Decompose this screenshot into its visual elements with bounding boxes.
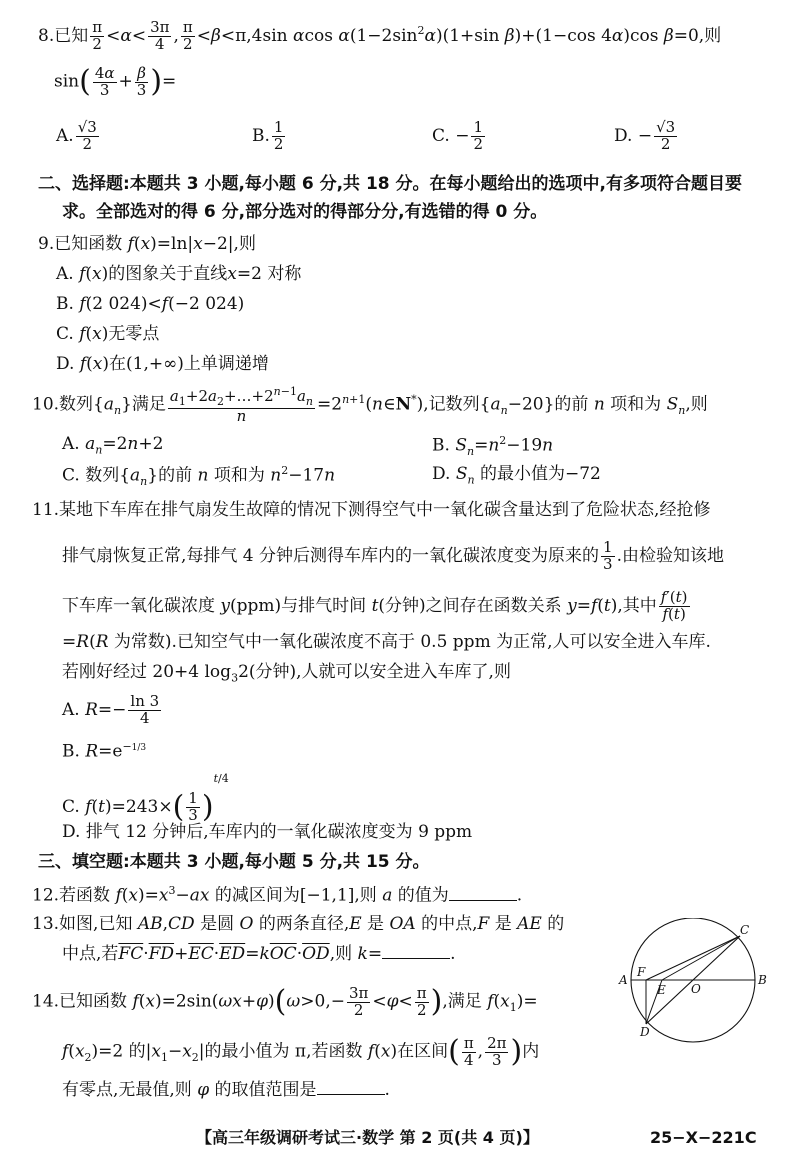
section3-title: 三、填空题:本题共 3 小题,每小题 5 分,共 15 分。 <box>38 852 430 872</box>
q9-option-c: C. f(x)无零点 <box>56 324 160 344</box>
q11-line3: 下车库一氧化碳浓度 y(ppm)与排气时间 t(分钟)之间存在函数关系 y=f(t),其中 $\frac{f'(t)}{f(t)}$ <box>62 588 688 623</box>
label-f: F <box>637 965 646 979</box>
q11-option-c: C. f(t)=243×( $\frac{1}{3}$ )$^{t/4}$ <box>62 772 229 825</box>
q14-line1: 14.已知函数 f(x)=2sin(ωx+φ)(ω>0,− $\frac{3\pi}{2}$ <φ< $\frac{\pi}{2}$ ),满足 $f(x_1)=$ <box>32 983 538 1019</box>
q12: 12.若函数 $f(x)=x^3-ax$ 的减区间为[−1,1],则 a 的值为 . <box>32 884 523 906</box>
q14-line3: 有零点,无最值,则 φ 的取值范围是 . <box>62 1080 390 1100</box>
label-b: B <box>758 973 767 987</box>
q8-option-d: D. − $\frac{√3}{2}$ <box>614 118 676 153</box>
q11-line1: 11.某地下车库在排气扇发生故障的情况下测得空气中一氧化碳含量达到了危险状态,经抢修 <box>32 500 711 520</box>
q8-option-b: B. $\frac{1}{2}$ <box>252 118 284 153</box>
q11-option-d: D. 排气 12 分钟后,车库内的一氧化碳浓度变为 9 ppm <box>62 822 473 842</box>
q11-option-a: A. R=− $\frac{\ln 3}{4}$ <box>62 692 160 727</box>
label-a: A <box>619 973 628 987</box>
q10-option-b: B. $S_n=n^2-19n$ <box>432 434 554 459</box>
section2-line1: 二、选择题:本题共 3 小题,每小题 6 分,共 18 分。在每小题给出的选项中,有多项符合题目要 <box>38 174 742 194</box>
circle-diagram <box>615 918 775 1044</box>
footer-code: 25−X−221C <box>650 1128 757 1147</box>
q8-option-a: A. $\frac{√3}{2}$ <box>56 118 97 153</box>
footer-title: 【高三年级调研考试三·数学 第 2 页(共 4 页)】 <box>196 1128 539 1147</box>
q10-option-d: D. $S_n$ 的最小值为−72 <box>432 464 601 487</box>
q8-line2: sin( $\frac{4\alpha}{3}$ + $\frac{\beta}{3}$ )= <box>54 63 177 99</box>
q10-option-a: A. $a_n=2n+2$ <box>62 434 164 457</box>
q9-stem: 9.已知函数 f(x)=ln|x−2|,则 <box>38 234 256 254</box>
section2-line2: 求。全部选对的得 6 分,部分选对的得部分分,有选错的得 0 分。 <box>62 202 548 222</box>
q11-option-b: B. $R=e^{-1/3}$ <box>62 740 147 762</box>
segment-ec <box>662 936 740 980</box>
label-o: O <box>691 982 701 996</box>
q13-line1: 13.如图,已知 AB,CD 是圆 O 的两条直径,E 是 OA 的中点,F 是 AE 的 <box>32 914 565 934</box>
label-e: E <box>657 983 666 997</box>
q10-option-c: C. 数列$\{a_n\}$的前 n 项和为 $n^2-17n$ <box>62 464 336 489</box>
segment-fc <box>646 936 740 980</box>
label-d: D <box>640 1025 650 1039</box>
q11-line4: =R(R 为常数).已知空气中一氧化碳浓度不高于 0.5 ppm 为正常,人可以安全进入车库. <box>62 632 711 652</box>
q11-line2: 排气扇恢复正常,每排气 4 分钟后测得车库内的一氧化碳浓度变为原来的 $\frac{1}{3}$ .由检验知该地 <box>62 538 724 573</box>
q9-option-b: B. f(2 024)<f(−2 024) <box>56 294 245 314</box>
q9-option-d: D. f(x)在(1,+∞)上单调递增 <box>56 354 269 374</box>
q9-option-a: A. f(x)的图象关于直线x=2 对称 <box>56 264 302 284</box>
label-c: C <box>740 923 750 937</box>
q13-line2: 中点,若$\overline{FC}\cdot\overline{FD}+\overline{EC}\cdot\overline{ED}=k\overline{OC}\cdot\overline{OD}$,则 k= . <box>62 944 456 964</box>
q14-line2: $f(x_2)=2$ 的$|x_1-x_2|$的最小值为 π,若函数 f(x)在区间( $\frac{\pi}{4}$ , $\frac{2\pi}{3}$ )内 <box>62 1033 540 1069</box>
q8-option-c: C. − $\frac{1}{2}$ <box>432 118 483 153</box>
q10-stem: 10.数列$\{a_n\}$满足 $\frac{a_1+2a_2+\dots+2^{n-1}a_n}{n}$ $=2^{n+1}(n\in N^*)$,记数列$\{a_n-20\}$的前 n 项和为 $S_n$,则 <box>32 385 708 425</box>
q11-line5: 若刚好经过 20+4 $\log_32$(分钟),人就可以安全进入车库了,则 <box>62 662 511 685</box>
q8-line1: 8.已知 $\frac{\pi}{2}$ <α< $\frac{3\pi}{4}$ , $\frac{\pi}{2}$ <β<π,4sin αcos $\alpha(1-2\sin^2\alpha)(1+\sin$ β)+(1−cos 4α)cos β=0,则 <box>38 18 722 53</box>
